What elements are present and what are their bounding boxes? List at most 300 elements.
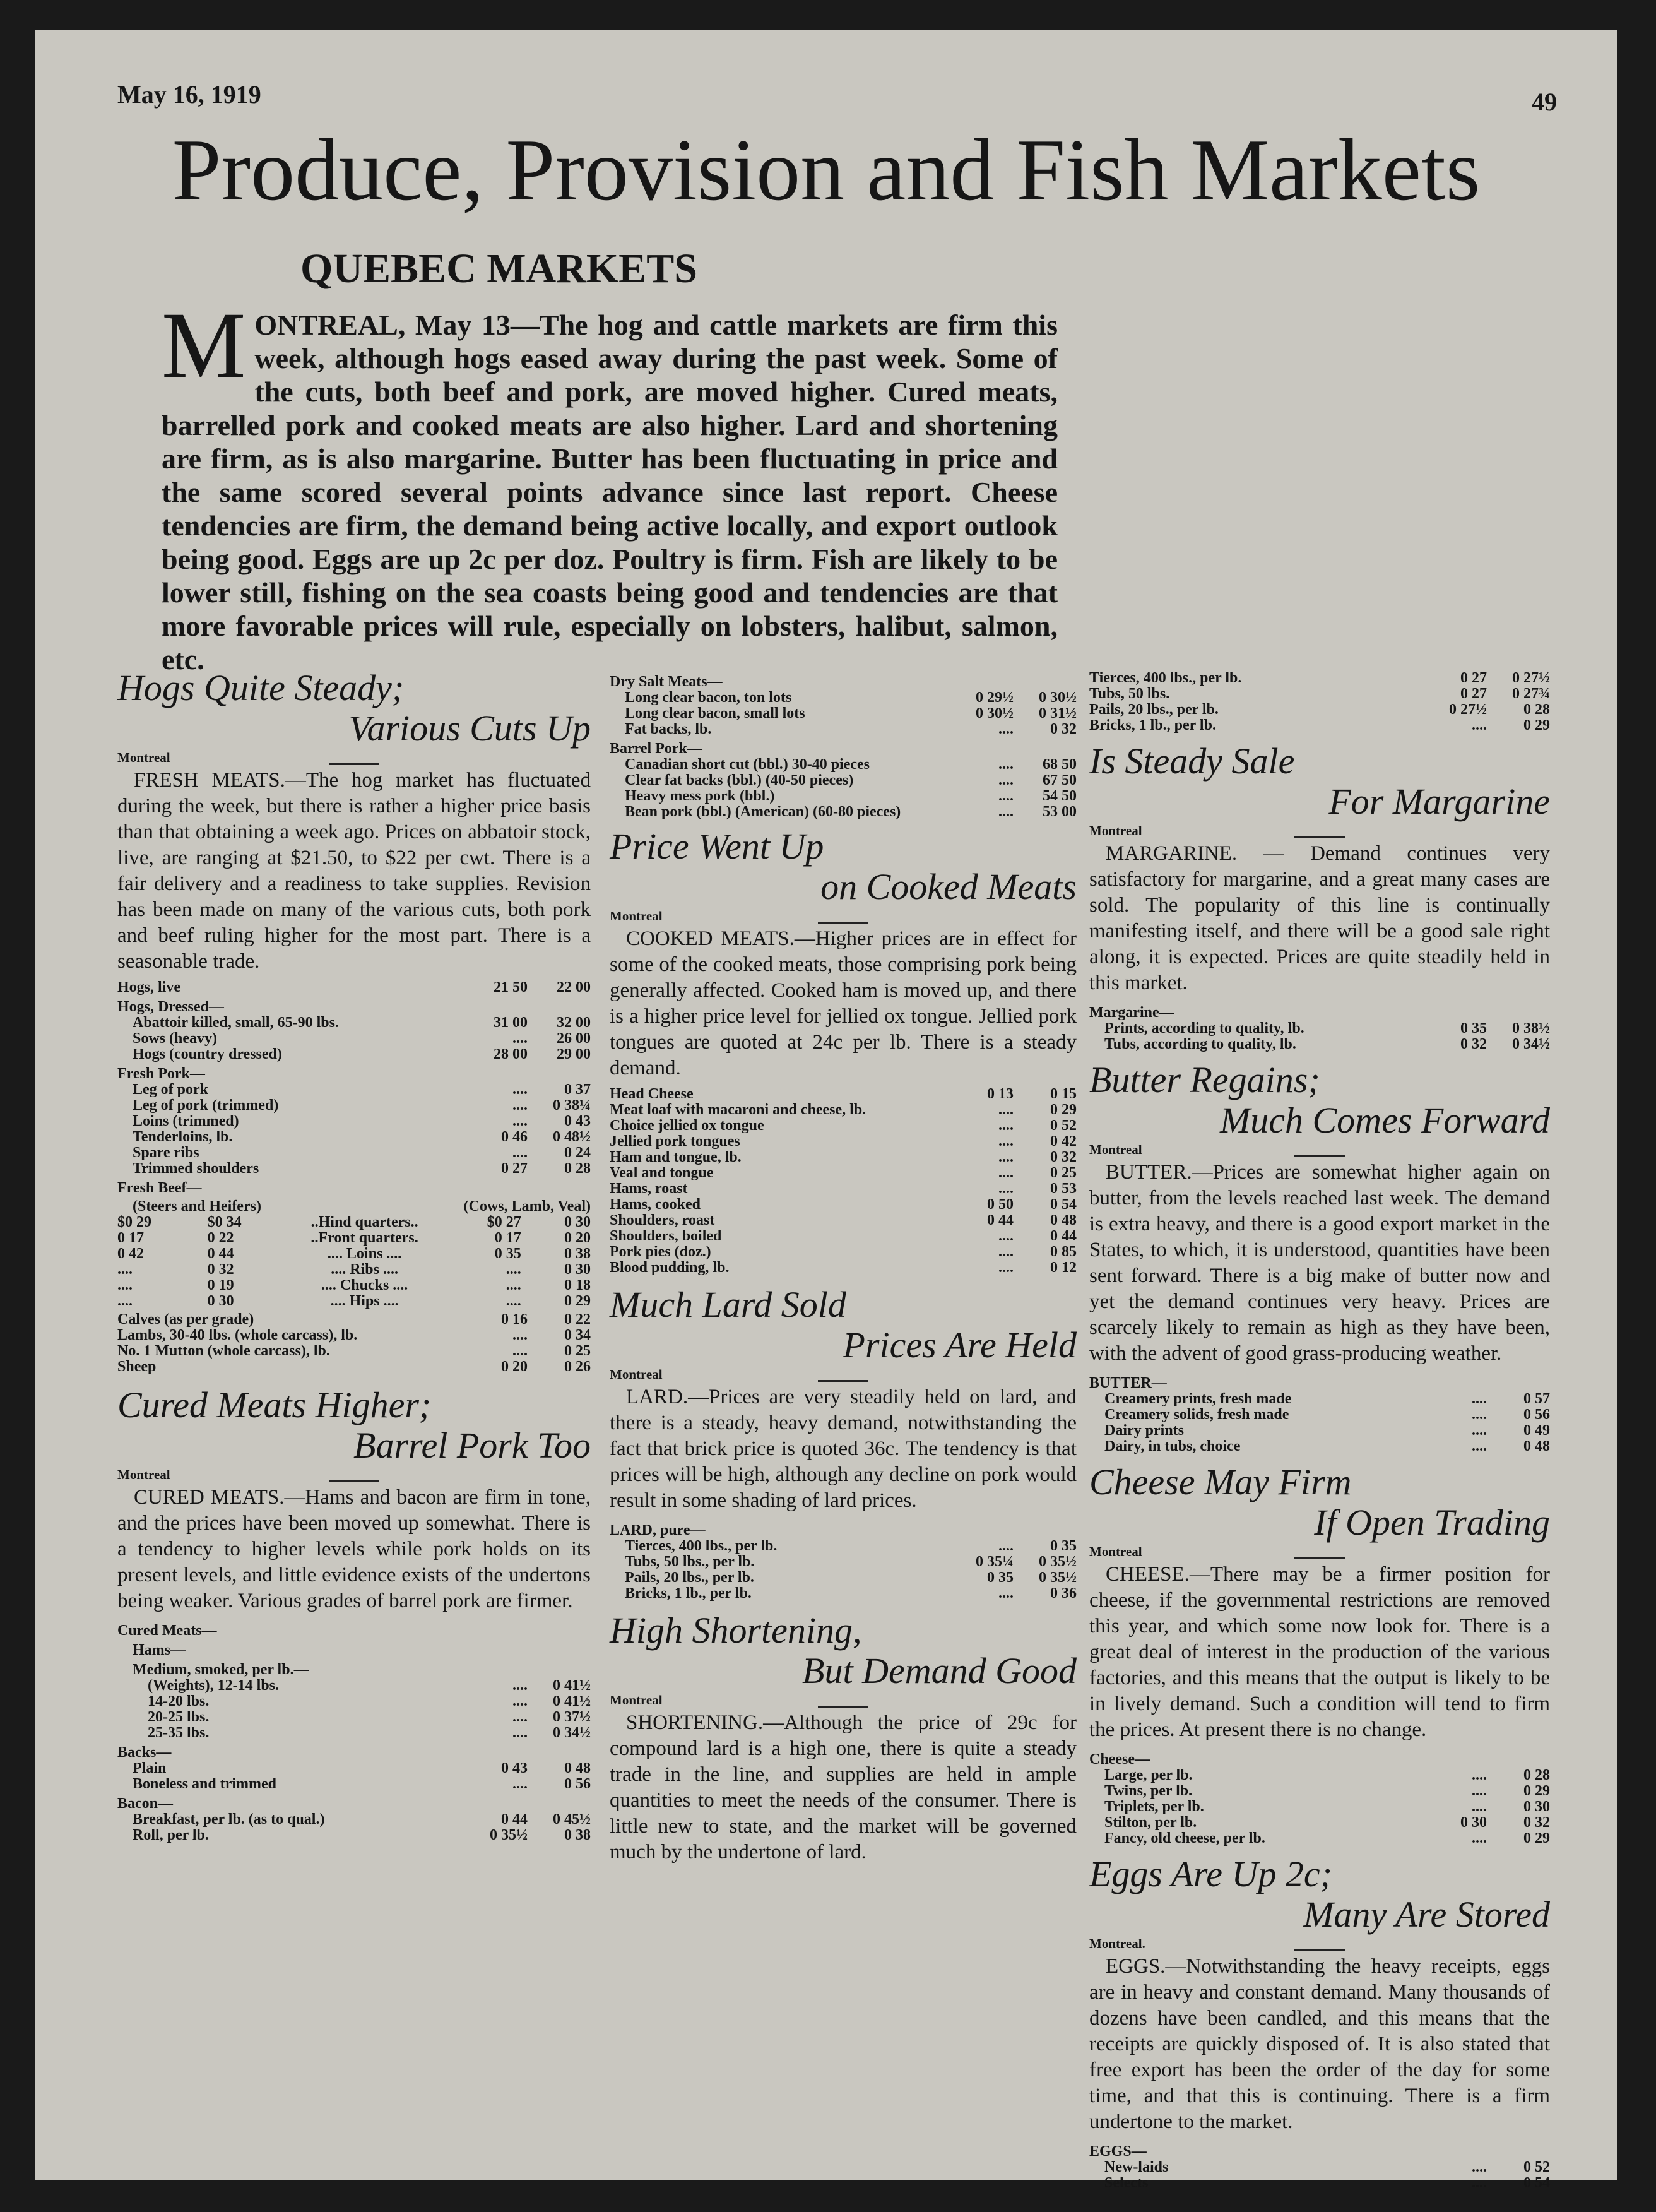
- table-row: Hogs, live 21 50 22 00: [117, 979, 591, 996]
- beef-row: [117, 1262, 591, 1278]
- price-high: 0 35: [1050, 1538, 1077, 1554]
- price-row: [1089, 670, 1550, 686]
- price-high: 53 00: [1043, 804, 1077, 820]
- price-row: [117, 1359, 591, 1375]
- beef-price-table: [117, 1199, 591, 1309]
- price-low: ....: [998, 1117, 1014, 1134]
- item-label: Hogs (country dressed): [133, 1046, 282, 1062]
- price-row: [610, 1181, 1077, 1197]
- item-label: Dairy, in tubs, choice: [1104, 1438, 1241, 1454]
- beef-price: 0 38: [564, 1246, 591, 1262]
- price-row: [610, 1213, 1077, 1228]
- price-low: 0 16: [501, 1311, 528, 1328]
- price-high: 0 29: [1523, 717, 1550, 734]
- margarine-heading: [1089, 741, 1550, 822]
- beef-price: ....: [117, 1277, 133, 1293]
- price-row: [1089, 1037, 1550, 1052]
- item-label: Creamery solids, fresh made: [1104, 1406, 1289, 1423]
- price-low: ....: [512, 1145, 528, 1161]
- price-low: 0 43: [501, 1760, 528, 1776]
- butter-price-table: [1089, 1372, 1550, 1454]
- cheese-text: CHEESE.—There may be a firmer position for cheese, if the governmental restrictions are removed this year, and which some now look for. There is a great deal of interest in the production of the various factories, and this means that the output is likely to be in lively demand. Such a condition will tend to firm the prices. At present there is no change.: [1089, 1563, 1550, 1741]
- price-high: 0 48½: [553, 1129, 591, 1145]
- price-high: 0 28: [1523, 701, 1550, 718]
- price-high: 0 34: [564, 1327, 591, 1343]
- price-high: 0 56: [1523, 1406, 1550, 1423]
- dateline: Montreal: [1089, 1142, 1142, 1157]
- price-high: 0 35½: [1039, 1554, 1077, 1570]
- divider: [329, 1480, 379, 1482]
- price-high: 0 42: [1050, 1133, 1077, 1150]
- price-low: ....: [1472, 2159, 1487, 2175]
- price-low: ....: [512, 1709, 528, 1725]
- price-high: 0 37½: [553, 1709, 591, 1725]
- price-low: 0 32: [1460, 1036, 1487, 1052]
- beef-extra-table: [117, 1312, 591, 1375]
- price-high: 0 52: [1050, 1117, 1077, 1134]
- price-row: [117, 1129, 591, 1145]
- divider: [818, 1706, 868, 1708]
- item-label: Clear fat backs (bbl.) (40-50 pieces): [625, 772, 854, 788]
- column-2: [610, 668, 1077, 1870]
- price-high: 32 00: [557, 1014, 591, 1031]
- heading-line-1: Is Steady Sale: [1089, 740, 1295, 782]
- price-low: 0 35: [987, 1569, 1014, 1586]
- price-low: 0 27: [1460, 686, 1487, 702]
- table-section: Hams—: [133, 1642, 186, 1658]
- price-row: [1089, 1391, 1550, 1407]
- beef-row: [117, 1293, 591, 1309]
- price-row: [610, 706, 1077, 722]
- price-high: 0 12: [1050, 1259, 1077, 1276]
- price-row: [610, 722, 1077, 737]
- price-low: ....: [998, 788, 1014, 804]
- cooked-price-table: [610, 1086, 1077, 1276]
- divider: [1294, 1155, 1345, 1157]
- heading-line-1: Hogs Quite Steady;: [117, 667, 405, 708]
- item-label: Trimmed shoulders: [133, 1160, 259, 1177]
- item-label: Breakfast, per lb. (as to qual.): [133, 1811, 325, 1828]
- beef-price: 0 35: [494, 1246, 521, 1262]
- butter-heading: [1089, 1060, 1550, 1141]
- cheese-heading: [1089, 1462, 1550, 1543]
- price-low: ....: [998, 1538, 1014, 1554]
- section-heading: QUEBEC MARKETS: [300, 246, 697, 292]
- price-row: [117, 1312, 591, 1328]
- item-label: Sows (heavy): [133, 1030, 218, 1047]
- price-high: 26 00: [557, 1030, 591, 1047]
- table-section: Backs—: [117, 1744, 172, 1761]
- price-low: ....: [1472, 1830, 1487, 1846]
- price-row: [117, 1031, 591, 1047]
- price-low: ....: [512, 1097, 528, 1114]
- table-section: Fresh Beef—: [117, 1180, 202, 1196]
- cooked-text: COOKED MEATS.—Higher prices are in effect for some of the cooked meats, those comprising pork being generally affected. Cooked ham is moved up, and there is a higher price level for jellied ox tongue. Jellied pork tongues are quoted at 24c per lb. There is a steady demand.: [610, 927, 1077, 1079]
- price-row: [117, 1015, 591, 1031]
- price-low: 0 30½: [976, 705, 1014, 722]
- price-row: [610, 1228, 1077, 1244]
- item-label: Pork pies (doz.): [610, 1244, 711, 1260]
- price-row: [1089, 1407, 1550, 1423]
- price-low: ....: [512, 1693, 528, 1710]
- eggs-price-table: [1089, 2140, 1550, 2191]
- price-row: [117, 1725, 591, 1741]
- price-high: 0 25: [564, 1343, 591, 1359]
- price-low: ....: [512, 1677, 528, 1694]
- price-row: [117, 1082, 591, 1098]
- beef-row: [117, 1246, 591, 1262]
- table-section: Margarine—: [1089, 1004, 1174, 1021]
- price-high: 0 28: [1523, 1767, 1550, 1783]
- drop-cap: M: [162, 293, 246, 398]
- dateline: Montreal: [610, 1367, 663, 1382]
- price-low: ....: [1472, 1767, 1487, 1783]
- price-high: 0 25: [1050, 1165, 1077, 1181]
- price-row: [1089, 1439, 1550, 1454]
- price-high: 0 24: [564, 1145, 591, 1161]
- item-label: Fat backs, lb.: [625, 721, 712, 737]
- price-high: 0 49: [1523, 1422, 1550, 1439]
- price-high: 0 32: [1050, 1149, 1077, 1165]
- price-row: [117, 1710, 591, 1725]
- price-row: [117, 1114, 591, 1129]
- beef-price: 0 18: [564, 1277, 591, 1293]
- item-label: Head Cheese: [610, 1086, 694, 1102]
- cooked-heading: [610, 826, 1077, 907]
- item-label: Calves (as per grade): [117, 1311, 254, 1328]
- price-row: [610, 1150, 1077, 1165]
- price-row: [117, 1694, 591, 1710]
- item-label: 25-35 lbs.: [148, 1725, 210, 1741]
- price-low: ....: [1472, 1783, 1487, 1799]
- item-label: Dairy prints: [1104, 1422, 1184, 1439]
- divider: [1294, 1557, 1345, 1559]
- price-low: ....: [998, 721, 1014, 737]
- magazine-page: [35, 30, 1617, 2191]
- item-label: Tenderloins, lb.: [133, 1129, 233, 1145]
- price-high: 54 50: [1043, 788, 1077, 804]
- item-label: Large, per lb.: [1104, 1767, 1193, 1783]
- hogs-text: FRESH MEATS.—The hog market has fluctuated during the week, but there is rather a higher price basis than that obtaining a week ago. Prices on abbatoir stock, live, are ranging at $21.50, to $22 per cwt. There is a fair delivery and a readiness to take supplies. Revision has been made on many of the various cuts, both pork and beef ruling higher for the most part. There is a seasonable trade.: [117, 769, 591, 973]
- item-label: Tubs, according to quality, lb.: [1104, 1036, 1296, 1052]
- beef-price: 0 32: [207, 1261, 234, 1278]
- price-high: 0 22: [564, 1311, 591, 1328]
- dateline: Montreal: [610, 908, 663, 924]
- hogs-heading: [117, 668, 591, 749]
- price-low: 0 44: [987, 1212, 1014, 1228]
- item-label: Triplets, per lb.: [1104, 1799, 1204, 1815]
- beef-price: 0 42: [117, 1246, 144, 1262]
- table-section: Fresh Pork—: [117, 1066, 205, 1082]
- item-label: Prints, according to quality, lb.: [1104, 1020, 1304, 1037]
- price-low: 0 44: [501, 1811, 528, 1828]
- price-low: ....: [512, 1725, 528, 1741]
- item-label: Veal and tongue: [610, 1165, 714, 1181]
- price-row: [1089, 1021, 1550, 1037]
- price-high: 0 48: [564, 1760, 591, 1776]
- item-label: Sheep: [117, 1359, 157, 1375]
- dateline: Montreal: [1089, 1544, 1142, 1559]
- cured-heading: [117, 1385, 591, 1466]
- heading-line-2: If Open Trading: [1314, 1502, 1550, 1543]
- beef-row: [117, 1230, 591, 1246]
- item-label: (Weights), 12-14 lbs.: [148, 1677, 280, 1694]
- item-label: Roll, per lb.: [133, 1827, 209, 1843]
- item-label: Long clear bacon, small lots: [625, 705, 805, 722]
- price-row: [610, 1086, 1077, 1102]
- price-row: [117, 1761, 591, 1776]
- issue-date: May 16, 1919: [117, 80, 261, 109]
- price-high: 67 50: [1043, 772, 1077, 788]
- price-low: ....: [1472, 2175, 1487, 2191]
- item-label: Lambs, 30-40 lbs. (whole carcass), lb.: [117, 1327, 358, 1343]
- item-label: Blood pudding, lb.: [610, 1259, 730, 1276]
- heading-line-1: Cheese May Firm: [1089, 1461, 1352, 1502]
- heading-line-2: Various Cuts Up: [348, 708, 591, 749]
- heading-line-1: Eggs Are Up 2c;: [1089, 1853, 1332, 1894]
- heading-line-1: Cured Meats Higher;: [117, 1384, 432, 1425]
- price-low: ....: [998, 756, 1014, 773]
- price-row: [117, 1828, 591, 1843]
- price-row: [117, 1776, 591, 1792]
- item-label: New-laids: [1104, 2159, 1169, 2175]
- shortening-heading: [610, 1610, 1077, 1691]
- price-high: 0 48: [1050, 1212, 1077, 1228]
- page-title: Produce, Provision and Fish Markets: [172, 121, 1481, 219]
- price-row: [117, 1161, 591, 1177]
- table-head: (Steers and Heifers) (Cows, Lamb, Veal): [133, 1198, 591, 1215]
- item-label: Creamery prints, fresh made: [1104, 1391, 1292, 1407]
- price-row: [1089, 1768, 1550, 1783]
- item-label: 14-20 lbs.: [148, 1693, 210, 1710]
- item-label: Pails, 20 lbs., per lb.: [1089, 701, 1219, 718]
- price-low: 0 27: [1460, 670, 1487, 686]
- beef-price: ....: [117, 1261, 133, 1278]
- beef-row: [117, 1215, 591, 1230]
- dateline: Montreal: [117, 1467, 170, 1482]
- beef-price: $0 27: [487, 1214, 521, 1230]
- dateline: Montreal.: [1089, 1936, 1145, 1951]
- price-low: ....: [1472, 1422, 1487, 1439]
- item-label: Shoulders, boiled: [610, 1228, 722, 1244]
- cut-label: .... Loins ....: [327, 1246, 402, 1262]
- heading-line-1: Price Went Up: [610, 826, 824, 867]
- price-low: ....: [512, 1327, 528, 1343]
- item-label: Pails, 20 lbs., per lb.: [625, 1569, 754, 1586]
- table-section: LARD, pure—: [610, 1522, 706, 1538]
- item-label: Boneless and trimmed: [133, 1776, 276, 1792]
- item-label: Meat loaf with macaroni and cheese, lb.: [610, 1102, 866, 1118]
- price-high: 0 48: [1523, 1438, 1550, 1454]
- price-row: [610, 1165, 1077, 1181]
- price-high: 0 44: [1050, 1228, 1077, 1244]
- beef-price: $0 34: [207, 1214, 242, 1230]
- price-row: [610, 1586, 1077, 1602]
- item-label: Fancy, old cheese, per lb.: [1104, 1830, 1265, 1846]
- price-row: [117, 1343, 591, 1359]
- price-row: [117, 1812, 591, 1828]
- price-high: 0 53: [1050, 1180, 1077, 1197]
- item-label: Ham and tongue, lb.: [610, 1149, 742, 1165]
- item-label: Leg of pork: [133, 1081, 208, 1098]
- price-low: ....: [512, 1113, 528, 1129]
- item-label: Bricks, 1 lb., per lb.: [1089, 717, 1216, 734]
- price-low: 0 46: [501, 1129, 528, 1145]
- divider: [1294, 1949, 1345, 1951]
- price-low: ....: [998, 1165, 1014, 1181]
- price-high: 0 52: [1523, 2159, 1550, 2175]
- price-high: 0 38½: [1512, 1020, 1550, 1037]
- price-row: [117, 1328, 591, 1343]
- price-high: 0 27¾: [1512, 686, 1550, 702]
- beef-price: ....: [506, 1261, 521, 1278]
- item-label: Heavy mess pork (bbl.): [625, 788, 775, 804]
- beef-price: 0 30: [207, 1293, 234, 1309]
- price-row: [610, 1102, 1077, 1118]
- price-low: ....: [1472, 1438, 1487, 1454]
- table-section: Hogs, Dressed—: [117, 999, 224, 1015]
- price-low: 0 27½: [1449, 701, 1487, 718]
- beef-row: [117, 1278, 591, 1293]
- price-low: 0 13: [987, 1086, 1014, 1102]
- price-high: 0 56: [564, 1776, 591, 1792]
- price-high: 0 31½: [1039, 705, 1077, 722]
- price-high: 0 32: [1523, 1814, 1550, 1831]
- dateline: Montreal: [1089, 823, 1142, 838]
- price-low: 0 20: [501, 1359, 528, 1375]
- price-high: 0 30½: [1039, 689, 1077, 706]
- price-low: ....: [998, 1259, 1014, 1276]
- page-number: 49: [1532, 88, 1557, 116]
- heading-line-2: For Margarine: [1328, 781, 1550, 822]
- drysalt-price-table: [610, 670, 1077, 820]
- butter-text: BUTTER.—Prices are somewhat higher again on butter, from the levels reached last week. The demand is extra heavy, and there is a good export market in the States, to which, it is understood, quantities have been sent forward. There is a big make of butter now and yet the demand continues very heavy. Prices are scarcely likely to remain as high as they have been, with the advent of good grass-producing weather.: [1089, 1161, 1550, 1365]
- price-row: [610, 1570, 1077, 1586]
- price-low: 0 35: [1460, 1020, 1487, 1037]
- item-label: Bricks, 1 lb., per lb.: [625, 1585, 752, 1602]
- price-high: 0 29: [1523, 1783, 1550, 1799]
- price-high: 0 36: [1050, 1585, 1077, 1602]
- price-row: [1089, 718, 1550, 734]
- cheese-price-table: [1089, 1748, 1550, 1846]
- price-high: 0 34½: [553, 1725, 591, 1741]
- price-low: ....: [998, 1244, 1014, 1260]
- cut-label: .... Chucks ....: [321, 1277, 408, 1293]
- price-high: 0 32: [1050, 721, 1077, 737]
- price-row: [1089, 1423, 1550, 1439]
- cut-label: ..Hind quarters..: [310, 1214, 418, 1230]
- cut-label: ..Front quarters.: [310, 1230, 418, 1246]
- cured-price-table: [117, 1619, 591, 1843]
- item-label: Shoulders, roast: [610, 1212, 715, 1228]
- price-row: [1089, 702, 1550, 718]
- price-row: [117, 1145, 591, 1161]
- price-low: ....: [998, 1133, 1014, 1150]
- table-section: Cured Meats—: [117, 1622, 217, 1639]
- item-label: Leg of pork (trimmed): [133, 1097, 279, 1114]
- beef-price: 0 44: [207, 1246, 234, 1262]
- table-section: Cheese—: [1089, 1751, 1150, 1768]
- cut-label: .... Hips ....: [330, 1293, 399, 1309]
- price-low: 28 00: [494, 1046, 528, 1062]
- price-row: [610, 773, 1077, 788]
- item-label: Twins, per lb.: [1104, 1783, 1193, 1799]
- price-row: [610, 1118, 1077, 1134]
- price-row: [610, 788, 1077, 804]
- item-label: Tierces, 400 lbs., per lb.: [625, 1538, 778, 1554]
- price-low: ....: [998, 1149, 1014, 1165]
- intro-text: ONTREAL, May 13—The hog and cattle markets are firm this week, although hogs eased away during the past week. Some of the cuts, both beef and pork, are moved higher. Cured meats, barrelled pork and cooked meats are also higher. Lard and shortening are firm, as is also margarine. Butter has been fluctuating in price and the same scored several points advance since last report. Cheese tendencies are firm, the demand being active locally, and export outlook being good. Eggs are up 2c per doz. Poultry is firm. Fish are likely to be lower still, fishing on the sea coasts being good and tendencies are that more favorable prices will rule, especially on lobsters, halibut, salmon, etc.: [162, 309, 1058, 675]
- item-label: Selects: [1104, 2175, 1149, 2191]
- item-label: Bean pork (bbl.) (American) (60-80 pieces): [625, 804, 901, 820]
- price-row: [1089, 686, 1550, 702]
- price-high: 0 43: [564, 1113, 591, 1129]
- item-label: Long clear bacon, ton lots: [625, 689, 792, 706]
- price-row: [610, 757, 1077, 773]
- price-low: ....: [512, 1030, 528, 1047]
- margarine-text: MARGARINE. — Demand continues very satisfactory for margarine, and a great many cases are sold. The popularity of this line is continually manifesting itself, and there will be a good sale right along, it is expected. Prices are quite steadily held in this market.: [1089, 842, 1550, 994]
- price-high: 0 37: [564, 1081, 591, 1098]
- cured-text: CURED MEATS.—Hams and bacon are firm in tone, and the prices have been moved up somewhat. There is a tendency to higher levels while pork holds on its present levels, and little evidence exists of the undertons being weaker. Various grades of barrel pork are firmer.: [117, 1486, 591, 1612]
- column-1: [117, 668, 591, 1846]
- price-high: 0 15: [1050, 1086, 1077, 1102]
- item-label: Tubs, 50 lbs., per lb.: [625, 1554, 755, 1570]
- item-label: Choice jellied ox tongue: [610, 1117, 764, 1134]
- beef-price: $0 29: [117, 1214, 151, 1230]
- shortening-text: SHORTENING.—Although the price of 29c for compound lard is a high one, there is quite a steady trade in the line, and supplies are held in ample quantities to meet the needs of the consumer. There is little new to state, and the market will be governed much by the undertone of lard.: [610, 1711, 1077, 1864]
- heading-line-1: Butter Regains;: [1089, 1059, 1320, 1100]
- price-row: [610, 1244, 1077, 1260]
- price-low: ....: [998, 1228, 1014, 1244]
- cut-label: .... Ribs ....: [331, 1261, 398, 1278]
- price-low: ....: [1472, 1391, 1487, 1407]
- beef-price: ....: [506, 1293, 521, 1309]
- price-low: ....: [1472, 1406, 1487, 1423]
- item-label: Hams, roast: [610, 1180, 688, 1197]
- price-row: [1089, 1831, 1550, 1846]
- heading-line-1: High Shortening,: [610, 1610, 862, 1651]
- table-section: Medium, smoked, per lb.—: [133, 1662, 309, 1678]
- price-low: 0 35½: [490, 1827, 528, 1843]
- price-row: [610, 1554, 1077, 1570]
- price-low: ....: [1472, 717, 1487, 734]
- price-low: ....: [998, 1585, 1014, 1602]
- price-low: 0 30: [1460, 1814, 1487, 1831]
- item-label: Abattoir killed, small, 65-90 lbs.: [133, 1014, 339, 1031]
- price-low: 31 00: [494, 1014, 528, 1031]
- price-high: 0 41½: [553, 1677, 591, 1694]
- price-high: 0 45½: [553, 1811, 591, 1828]
- item-label: Stilton, per lb.: [1104, 1814, 1197, 1831]
- heading-line-2: But Demand Good: [802, 1650, 1077, 1691]
- price-row: [610, 804, 1077, 820]
- divider: [818, 922, 868, 924]
- table-section: Dry Salt Meats—: [610, 674, 723, 690]
- price-high: 0 54: [1523, 2175, 1550, 2191]
- table-section: EGGS—: [1089, 2143, 1147, 2160]
- price-high: 0 57: [1523, 1391, 1550, 1407]
- eggs-text: EGGS.—Notwithstanding the heavy receipts, eggs are in heavy and constant demand. Many thousands of dozens have been candled, and this means that the receipts are quickly disposed of. It is also stated that free export has been the order of the day for some time, and that this is continuing. There is a firm undertone to the market.: [1089, 1955, 1550, 2133]
- item-label: Hams, cooked: [610, 1196, 701, 1213]
- price-high: 0 29: [1523, 1830, 1550, 1846]
- price-high: 0 30: [1523, 1799, 1550, 1815]
- price-row: [610, 1134, 1077, 1150]
- price-high: 0 38¼: [553, 1097, 591, 1114]
- price-low: 0 27: [501, 1160, 528, 1177]
- item-label: Jellied pork tongues: [610, 1133, 740, 1150]
- price-high: 0 35½: [1039, 1569, 1077, 1586]
- item-label: No. 1 Mutton (whole carcass), lb.: [117, 1343, 330, 1359]
